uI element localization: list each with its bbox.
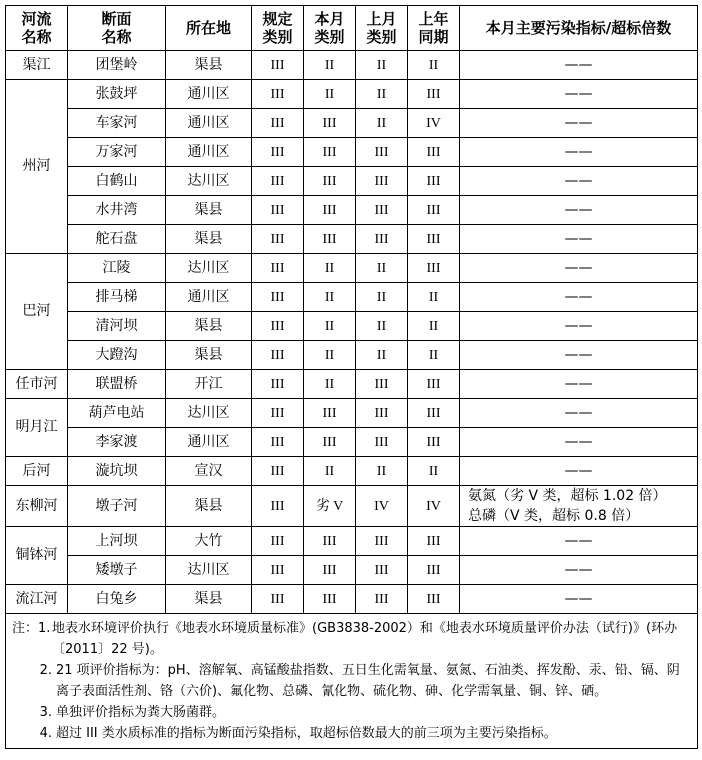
pollutant-indicator: —— xyxy=(460,51,698,80)
previous-class: III xyxy=(356,370,408,399)
last-year-class: III xyxy=(408,225,460,254)
water-quality-table xyxy=(5,5,698,749)
pollutant-indicator: —— xyxy=(460,312,698,341)
standard-class: III xyxy=(252,138,304,167)
current-class: III xyxy=(304,196,356,225)
table-row xyxy=(6,527,698,556)
site-name: 舵石盘 xyxy=(68,225,166,254)
current-class: III xyxy=(304,109,356,138)
table-row xyxy=(6,556,698,585)
previous-class: II xyxy=(356,109,408,138)
site-name: 排马梯 xyxy=(68,283,166,312)
previous-class: III xyxy=(356,138,408,167)
site-location: 渠县 xyxy=(166,51,252,80)
pollutant-indicator: —— xyxy=(460,556,698,585)
site-location: 通川区 xyxy=(166,109,252,138)
table-row xyxy=(6,225,698,254)
standard-class: III xyxy=(252,167,304,196)
current-class: II xyxy=(304,457,356,486)
current-class: II xyxy=(304,283,356,312)
site-name: 车家河 xyxy=(68,109,166,138)
pollutant-indicator: —— xyxy=(460,341,698,370)
standard-class: III xyxy=(252,527,304,556)
note-item xyxy=(12,660,691,702)
last-year-class: II xyxy=(408,283,460,312)
previous-class: II xyxy=(356,80,408,109)
table-row xyxy=(6,428,698,457)
river-name: 流江河 xyxy=(6,585,68,614)
river-name: 巴河 xyxy=(6,254,68,370)
pollutant-indicator xyxy=(460,486,698,527)
last-year-class: II xyxy=(408,312,460,341)
standard-class: III xyxy=(252,283,304,312)
site-name: 张鼓坪 xyxy=(68,80,166,109)
table-row xyxy=(6,457,698,486)
header-last-year-class: 上年 同期 xyxy=(408,6,460,51)
pollutant-indicator: —— xyxy=(460,254,698,283)
header-previous-class: 上月 类别 xyxy=(356,6,408,51)
last-year-class: III xyxy=(408,138,460,167)
pollutant-line-phosphorus: 总磷（V 类，超标 0.8 倍） xyxy=(468,508,640,524)
note-text: 超过 III 类水质标准的指标为断面污染指标，取超标倍数最大的前三项为主要污染指标。 xyxy=(56,726,557,741)
table-row xyxy=(6,399,698,428)
pollutant-indicator: —— xyxy=(460,399,698,428)
site-location: 开江 xyxy=(166,370,252,399)
standard-class: III xyxy=(252,312,304,341)
site-name: 万家河 xyxy=(68,138,166,167)
site-name: 团堡岭 xyxy=(68,51,166,80)
standard-class: III xyxy=(252,370,304,399)
current-class: III xyxy=(304,399,356,428)
site-location: 达川区 xyxy=(166,399,252,428)
last-year-class: III xyxy=(408,254,460,283)
current-class: III xyxy=(304,167,356,196)
previous-class: II xyxy=(356,457,408,486)
pollutant-indicator: —— xyxy=(460,196,698,225)
table-row xyxy=(6,283,698,312)
note-item xyxy=(12,702,691,723)
site-location: 渠县 xyxy=(166,585,252,614)
site-name: 水井湾 xyxy=(68,196,166,225)
note-text: 地表水环境评价执行《地表水环境质量标准》(GB3838-2002）和《地表水环境质量评价办法（试行)》(环办〔2011〕22 号)。 xyxy=(52,621,678,657)
previous-class: III xyxy=(356,527,408,556)
site-location: 渠县 xyxy=(166,225,252,254)
last-year-class: IV xyxy=(408,109,460,138)
river-name: 明月江 xyxy=(6,399,68,457)
site-name: 墩子河 xyxy=(68,486,166,527)
table-row xyxy=(6,370,698,399)
site-location: 通川区 xyxy=(166,283,252,312)
last-year-class: III xyxy=(408,370,460,399)
pollutant-indicator: —— xyxy=(460,527,698,556)
pollutant-indicator: —— xyxy=(460,167,698,196)
previous-class: II xyxy=(356,341,408,370)
last-year-class: III xyxy=(408,167,460,196)
previous-class: III xyxy=(356,225,408,254)
table-row xyxy=(6,254,698,283)
current-class: III xyxy=(304,585,356,614)
current-class: II xyxy=(304,80,356,109)
site-name: 白鹤山 xyxy=(68,167,166,196)
standard-class: III xyxy=(252,585,304,614)
pollutant-indicator: —— xyxy=(460,80,698,109)
current-class: 劣 V xyxy=(304,486,356,527)
note-text: 21 项评价指标为：pH、溶解氧、高锰酸盐指数、五日生化需氧量、氨氮、石油类、挥发酚、汞、铅、镉、阴离子表面活性剂、铬（六价)、氟化物、总磷、氰化物、硫化物、砷、化学需氧量、铜、锌、硒。 xyxy=(56,663,680,699)
standard-class: III xyxy=(252,51,304,80)
header-river: 河流 名称 xyxy=(6,6,68,51)
current-class: II xyxy=(304,51,356,80)
last-year-class: II xyxy=(408,51,460,80)
river-name: 渠江 xyxy=(6,51,68,80)
table-notes xyxy=(6,614,698,749)
last-year-class: III xyxy=(408,80,460,109)
site-location: 渠县 xyxy=(166,312,252,341)
standard-class: III xyxy=(252,80,304,109)
site-name: 矮墩子 xyxy=(68,556,166,585)
river-name: 任市河 xyxy=(6,370,68,399)
current-class: II xyxy=(304,370,356,399)
pollutant-indicator: —— xyxy=(460,225,698,254)
last-year-class: III xyxy=(408,556,460,585)
previous-class: III xyxy=(356,585,408,614)
standard-class: III xyxy=(252,254,304,283)
pollutant-indicator: —— xyxy=(460,457,698,486)
note-text: 单独评价指标为粪大肠菌群。 xyxy=(56,705,226,720)
river-name: 州河 xyxy=(6,80,68,254)
current-class: III xyxy=(304,527,356,556)
table-row xyxy=(6,585,698,614)
notes-row xyxy=(6,614,698,749)
previous-class: IV xyxy=(356,486,408,527)
table-row xyxy=(6,51,698,80)
site-location: 达川区 xyxy=(166,167,252,196)
previous-class: III xyxy=(356,428,408,457)
last-year-class: II xyxy=(408,457,460,486)
site-location: 渠县 xyxy=(166,486,252,527)
current-class: III xyxy=(304,138,356,167)
pollutant-indicator: —— xyxy=(460,428,698,457)
previous-class: III xyxy=(356,399,408,428)
header-current-class: 本月 类别 xyxy=(304,6,356,51)
note-number: 4. xyxy=(39,726,52,741)
river-name: 东柳河 xyxy=(6,486,68,527)
note-item xyxy=(12,723,691,744)
previous-class: II xyxy=(356,312,408,341)
last-year-class: IV xyxy=(408,486,460,527)
previous-class: II xyxy=(356,283,408,312)
current-class: III xyxy=(304,556,356,585)
site-location: 达川区 xyxy=(166,254,252,283)
table-row xyxy=(6,80,698,109)
header-pollutants: 本月主要污染指标/超标倍数 xyxy=(460,6,698,51)
pollutant-indicator: —— xyxy=(460,370,698,399)
site-name: 大蹬沟 xyxy=(68,341,166,370)
site-name: 葫芦电站 xyxy=(68,399,166,428)
site-name: 白兔乡 xyxy=(68,585,166,614)
pollutant-indicator: —— xyxy=(460,283,698,312)
standard-class: III xyxy=(252,109,304,138)
previous-class: II xyxy=(356,254,408,283)
site-location: 通川区 xyxy=(166,138,252,167)
table-row xyxy=(6,196,698,225)
header-place: 所在地 xyxy=(166,6,252,51)
last-year-class: III xyxy=(408,399,460,428)
header-standard-class: 规定 类别 xyxy=(252,6,304,51)
river-name: 后河 xyxy=(6,457,68,486)
current-class: II xyxy=(304,254,356,283)
header-site: 断面 名称 xyxy=(68,6,166,51)
table-row xyxy=(6,486,698,527)
last-year-class: III xyxy=(408,428,460,457)
site-location: 达川区 xyxy=(166,556,252,585)
table-row xyxy=(6,138,698,167)
table-row xyxy=(6,341,698,370)
note-number: 注：1. xyxy=(12,621,51,636)
river-name: 铜钵河 xyxy=(6,527,68,585)
previous-class: III xyxy=(356,196,408,225)
last-year-class: III xyxy=(408,585,460,614)
site-location: 通川区 xyxy=(166,80,252,109)
site-location: 宣汉 xyxy=(166,457,252,486)
last-year-class: III xyxy=(408,196,460,225)
site-location: 渠县 xyxy=(166,196,252,225)
table-header-row xyxy=(6,6,698,51)
standard-class: III xyxy=(252,556,304,585)
last-year-class: II xyxy=(408,341,460,370)
last-year-class: III xyxy=(408,527,460,556)
site-name: 联盟桥 xyxy=(68,370,166,399)
standard-class: III xyxy=(252,225,304,254)
pollutant-indicator: —— xyxy=(460,585,698,614)
standard-class: III xyxy=(252,428,304,457)
standard-class: III xyxy=(252,486,304,527)
table-row xyxy=(6,167,698,196)
pollutant-line-ammonia: 氨氮（劣 V 类，超标 1.02 倍） xyxy=(468,488,667,504)
site-location: 大竹 xyxy=(166,527,252,556)
note-number: 3. xyxy=(39,705,52,720)
table-row xyxy=(6,109,698,138)
pollutant-indicator: —— xyxy=(460,109,698,138)
site-name: 上河坝 xyxy=(68,527,166,556)
site-location: 通川区 xyxy=(166,428,252,457)
standard-class: III xyxy=(252,399,304,428)
note-number: 2. xyxy=(39,663,52,678)
current-class: II xyxy=(304,341,356,370)
standard-class: III xyxy=(252,196,304,225)
current-class: III xyxy=(304,225,356,254)
current-class: III xyxy=(304,428,356,457)
table-row xyxy=(6,312,698,341)
note-item xyxy=(12,618,691,660)
previous-class: III xyxy=(356,556,408,585)
site-name: 江陵 xyxy=(68,254,166,283)
previous-class: II xyxy=(356,51,408,80)
site-name: 漩坑坝 xyxy=(68,457,166,486)
current-class: II xyxy=(304,312,356,341)
site-location: 渠县 xyxy=(166,341,252,370)
previous-class: III xyxy=(356,167,408,196)
site-name: 李家渡 xyxy=(68,428,166,457)
standard-class: III xyxy=(252,341,304,370)
site-name: 清河坝 xyxy=(68,312,166,341)
standard-class: III xyxy=(252,457,304,486)
pollutant-indicator: —— xyxy=(460,138,698,167)
